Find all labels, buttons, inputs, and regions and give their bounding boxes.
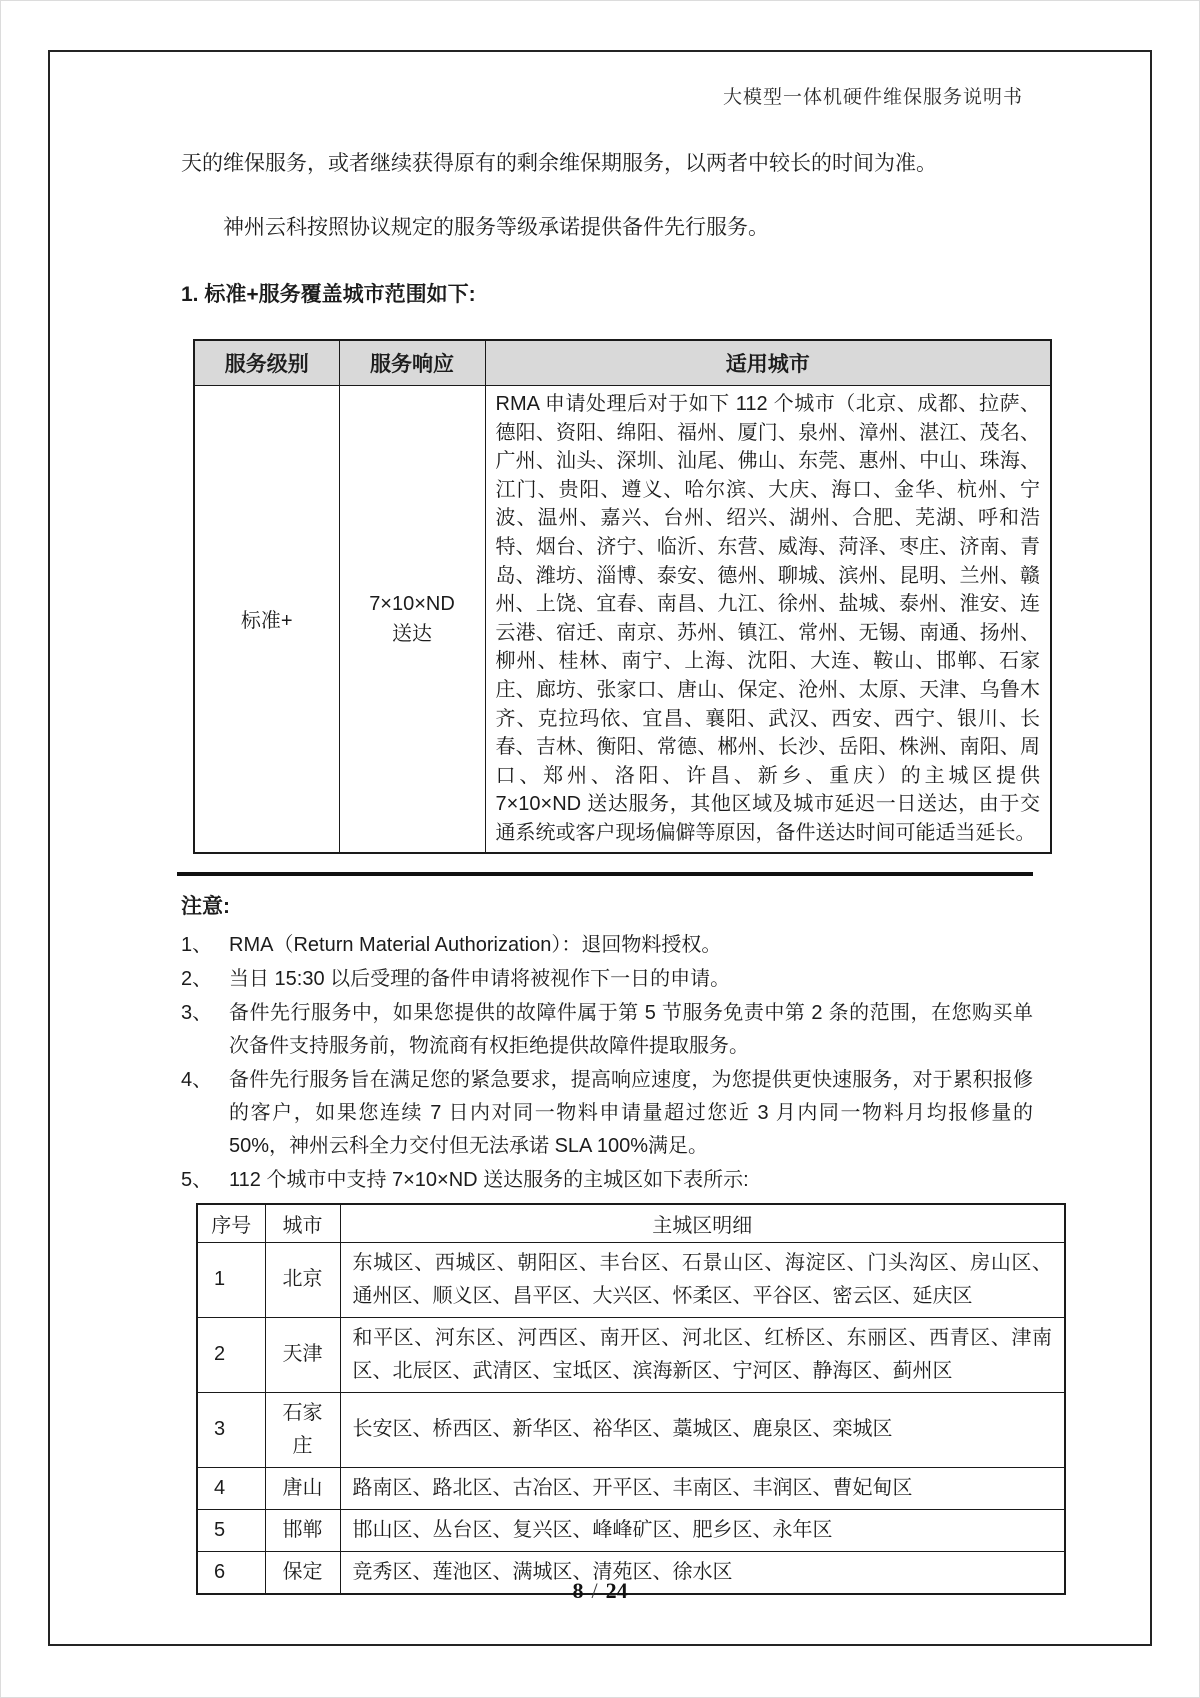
- table-row-shijiazhuang: [197, 1392, 1065, 1467]
- note-item-3: [181, 997, 1033, 1063]
- note-item-1: [181, 929, 1033, 962]
- districts-table: [196, 1203, 1066, 1595]
- table-row-beijing: [197, 1242, 1065, 1317]
- city-name: 唐山: [265, 1467, 340, 1509]
- service-response-line1: 7×10×ND: [369, 592, 455, 615]
- section-divider-rule: [177, 872, 1033, 876]
- service-level-cell: 标准+: [194, 386, 339, 853]
- district-detail: 东城区、西城区、朝阳区、丰台区、石景山区、海淀区、门头沟区、房山区、通州区、顺义区、昌平区、大兴区、怀柔区、平谷区、密云区、延庆区: [340, 1242, 1065, 1317]
- page-number-separator: /: [591, 1578, 598, 1603]
- row-number: 6: [197, 1551, 265, 1594]
- note-item-4: [181, 1064, 1033, 1163]
- intro-paragraph-2: 神州云科按照协议规定的服务等级承诺提供备件先行服务。: [223, 216, 769, 239]
- note-text: 备件先行服务中，如果您提供的故障件属于第 5 节服务免责中第 2 条的范围，在您购买单次备件支持服务前，物流商有权拒绝提供故障件提取服务。: [229, 1001, 1033, 1057]
- service-response-cell: [339, 386, 485, 853]
- note-number: 4、: [181, 1068, 213, 1091]
- note-number: 3、: [181, 1001, 213, 1024]
- row-number: 3: [197, 1392, 265, 1467]
- city-name: 邯郸: [265, 1509, 340, 1551]
- note-number: 1、: [181, 933, 213, 956]
- service-response-line2: 送达: [392, 622, 432, 645]
- table-row-tianjin: [197, 1317, 1065, 1392]
- note-text: 备件先行服务旨在满足您的紧急要求，提高响应速度，为您提供更快速服务，对于累积报修的客户，如果您连续 7 日内对同一物料申请量超过您近 3 月内同一物料月均报修量的 50%，神州云科全力交付但无法承诺 SLA 100%满足。: [229, 1068, 1033, 1157]
- service-table-header-cities: 适用城市: [485, 340, 1051, 386]
- intro-paragraph-1: 天的维保服务，或者继续获得原有的剩余维保期服务，以两者中较长的时间为准。: [181, 152, 937, 175]
- district-detail: 邯山区、丛台区、复兴区、峰峰矿区、肥乡区、永年区: [340, 1509, 1065, 1551]
- city-name: 天津: [265, 1317, 340, 1392]
- note-text: 当日 15:30 以后受理的备件申请将被视作下一日的申请。: [229, 967, 731, 990]
- district-detail: 路南区、路北区、古冶区、开平区、丰南区、丰润区、曹妃甸区: [340, 1467, 1065, 1509]
- city-name: 石家庄: [265, 1392, 340, 1467]
- city-name: 北京: [265, 1242, 340, 1317]
- service-table-header-row: [194, 340, 1051, 386]
- note-number: 2、: [181, 967, 213, 990]
- service-table-row: [194, 386, 1051, 853]
- row-number: 2: [197, 1317, 265, 1392]
- total-pages: 24: [605, 1578, 628, 1603]
- districts-table-header-detail: 主城区明细: [340, 1204, 1065, 1243]
- note-item-2: [181, 963, 1033, 996]
- page-number: 8: [572, 1578, 584, 1603]
- table-row-handan: [197, 1509, 1065, 1551]
- districts-table-header-row: [197, 1204, 1065, 1243]
- service-table-header-response: 服务响应: [339, 340, 485, 386]
- district-detail: 和平区、河东区、河西区、南开区、河北区、红桥区、东丽区、西青区、津南区、北辰区、武清区、宝坻区、滨海新区、宁河区、静海区、蓟州区: [340, 1317, 1065, 1392]
- page-content: [181, 0, 1052, 1595]
- note-item-5: [181, 1164, 1033, 1197]
- notes-heading: 注意:: [181, 894, 230, 918]
- applicable-cities-cell: RMA 申请处理后对于如下 112 个城市（北京、成都、拉萨、德阳、资阳、绵阳、福州、厦门、泉州、漳州、湛江、茂名、广州、汕头、深圳、汕尾、佛山、东莞、惠州、中山、珠海、江门、贵阳、遵义、哈尔滨、大庆、海口、金华、杭州、宁波、温州、嘉兴、台州、绍兴、湖州、合肥、芜湖、呼和浩特、烟台、济宁、临沂、东营、威海、菏泽、枣庄、济南、青岛、潍坊、淄博、泰安、德州、聊城、滨州、昆明、兰州、赣州、上饶、宜春、南昌、九江、徐州、盐城、泰州、淮安、连云港、宿迁、南京、苏州、镇江、常州、无锡、南通、扬州、柳州、桂林、南宁、上海、沈阳、大连、鞍山、邯郸、石家庄、廊坊、张家口、唐山、保定、沧州、太原、天津、乌鲁木齐、克拉玛依、宜昌、襄阳、武汉、西安、西宁、银川、长春、吉林、衡阳、常德、郴州、长沙、岳阳、株洲、南阳、周口、郑州、洛阳、许昌、新乡、重庆）的主城区提供 7×10×ND 送达服务，其他区域及城市延迟一日送达，由于交通系统或客户现场偏僻等原因，备件送达时间可能适当延长。: [485, 386, 1051, 853]
- notes-list: [181, 929, 1033, 1197]
- city-name: 保定: [265, 1551, 340, 1594]
- note-number: 5、: [181, 1168, 213, 1191]
- table-row-tangshan: [197, 1467, 1065, 1509]
- row-number: 1: [197, 1242, 265, 1317]
- section-heading: 1. 标准+服务覆盖城市范围如下:: [181, 283, 476, 306]
- page-header-title: 大模型一体机硬件维保服务说明书: [722, 87, 1023, 108]
- note-text: 112 个城市中支持 7×10×ND 送达服务的主城区如下表所示:: [229, 1168, 749, 1191]
- service-coverage-table: [193, 339, 1052, 854]
- row-number: 5: [197, 1509, 265, 1551]
- service-table-header-level: 服务级别: [194, 340, 339, 386]
- row-number: 4: [197, 1467, 265, 1509]
- districts-table-header-no: 序号: [197, 1204, 265, 1243]
- note-text: RMA（Return Material Authorization）：退回物料授权。: [229, 933, 722, 956]
- district-detail: 长安区、桥西区、新华区、裕华区、藁城区、鹿泉区、栾城区: [340, 1392, 1065, 1467]
- district-detail: 竞秀区、莲池区、满城区、清苑区、徐水区: [340, 1551, 1065, 1594]
- page-footer: [0, 1578, 1200, 1604]
- districts-table-header-city: 城市: [265, 1204, 340, 1243]
